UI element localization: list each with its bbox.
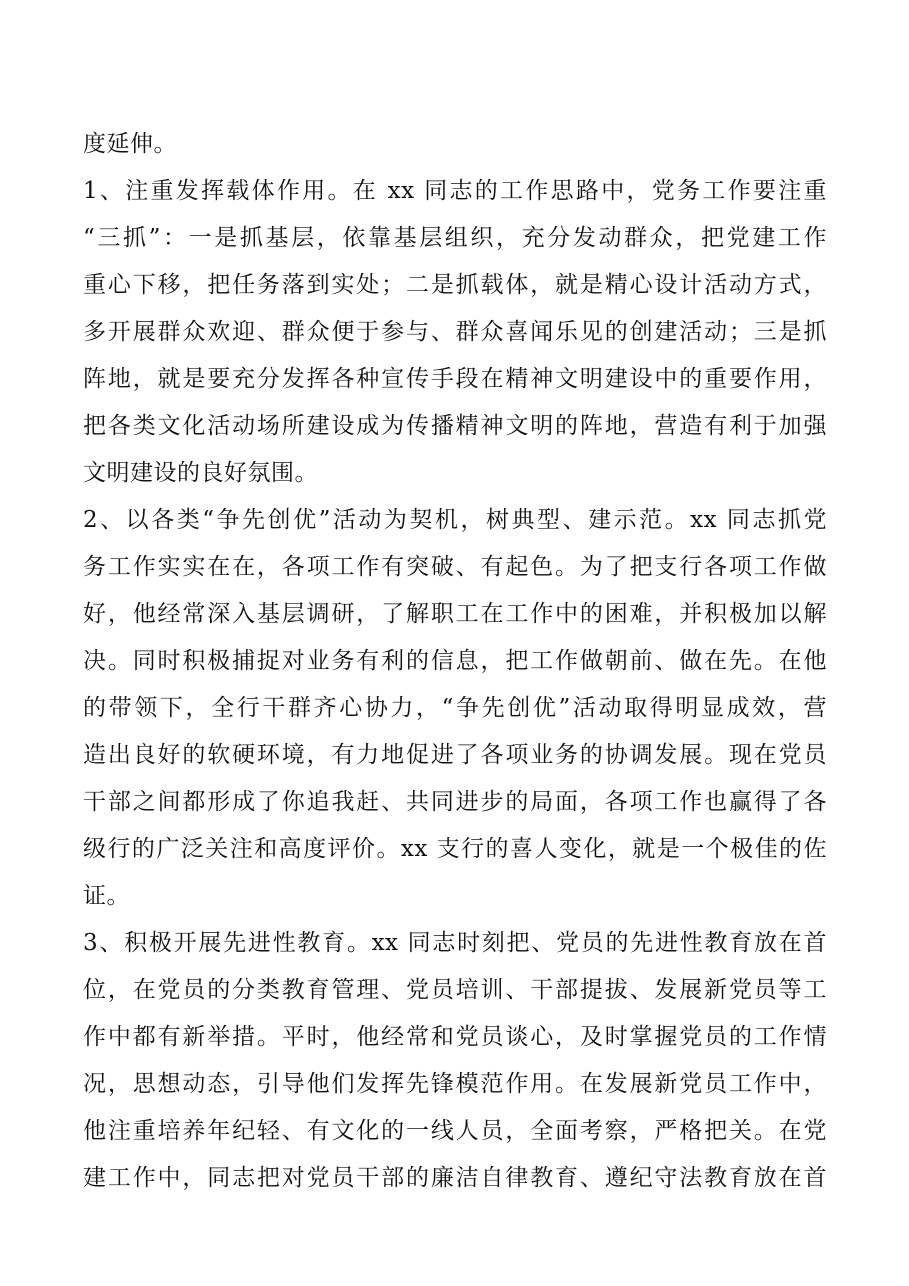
document-body [83, 121, 827, 1202]
text-line: 多开展群众欢迎、群众便于参与、群众喜闻乐见的创建活动；三是抓 [83, 319, 827, 345]
text-line: 的带领下，全行干群齐心协力，“争先创优”活动取得明显成效，营 [83, 695, 827, 721]
text-line: 好，他经常深入基层调研，了解职工在工作中的困难，并积极加以解 [83, 601, 827, 627]
text-line: 证。 [83, 883, 130, 909]
text-line: 3、积极开展先进性教育。xx 同志时刻把、党员的先进性教育放在首 [83, 930, 827, 956]
text-line: 度延伸。 [83, 131, 177, 157]
text-line: 阵地，就是要充分发挥各种宣传手段在精神文明建设中的重要作用， [83, 366, 827, 392]
text-line: “三抓”：一是抓基层，依靠基层组织，充分发动群众，把党建工作 [83, 225, 827, 251]
text-line: 干部之间都形成了你追我赶、共同进步的局面，各项工作也赢得了各 [83, 789, 827, 815]
text-line: 位，在党员的分类教育管理、党员培训、干部提拔、发展新党员等工 [83, 977, 827, 1003]
text-line: 文明建设的良好氛围。 [83, 460, 318, 486]
text-line: 决。同时积极捕捉对业务有利的信息，把工作做朝前、做在先。在他 [83, 648, 827, 674]
text-line: 2、以各类“争先创优”活动为契机，树典型、建示范。xx 同志抓党 [83, 507, 827, 533]
text-line: 级行的广泛关注和高度评价。xx 支行的喜人变化，就是一个极佳的佐 [83, 836, 827, 862]
text-line: 务工作实实在在，各项工作有突破、有起色。为了把支行各项工作做 [83, 554, 827, 580]
text-line: 他注重培养年纪轻、有文化的一线人员，全面考察，严格把关。在党 [83, 1118, 827, 1144]
text-line: 况，思想动态，引导他们发挥先锋模范作用。在发展新党员工作中， [83, 1071, 827, 1097]
text-line: 把各类文化活动场所建设成为传播精神文明的阵地，营造有利于加强 [83, 413, 827, 439]
text-line: 建工作中，同志把对党员干部的廉洁自律教育、遵纪守法教育放在首 [83, 1165, 827, 1191]
text-line: 1、注重发挥载体作用。在 xx 同志的工作思路中，党务工作要注重 [83, 178, 827, 204]
text-line: 作中都有新举措。平时，他经常和党员谈心，及时掌握党员的工作情 [83, 1024, 827, 1050]
text-line: 造出良好的软硬环境，有力地促进了各项业务的协调发展。现在党员 [83, 742, 827, 768]
text-line: 重心下移，把任务落到实处；二是抓载体，就是精心设计活动方式， [83, 272, 827, 298]
